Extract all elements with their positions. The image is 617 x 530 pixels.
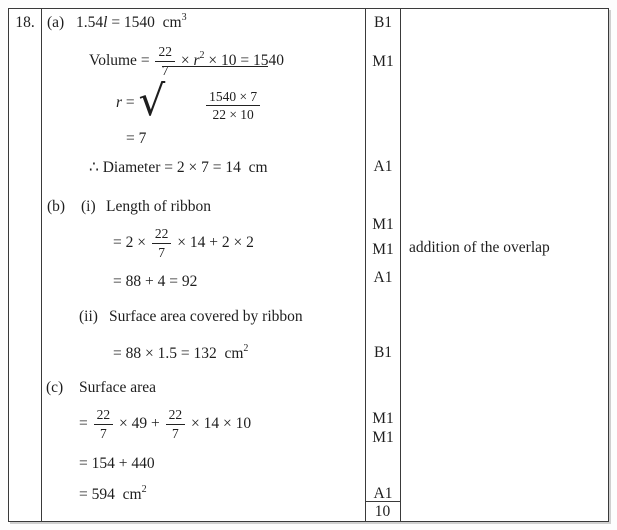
mark-bi-m1-first: M1 [372, 216, 394, 233]
part-b-ii-label: (ii) [79, 308, 98, 325]
eq-ribbon-rest: × 14 + 2 × 2 [173, 234, 254, 251]
part-b-label: (b) [47, 198, 66, 215]
r-exponent: 2 [199, 49, 205, 61]
fraction-22-7 [166, 407, 186, 440]
mark-a-a1: A1 [373, 158, 393, 175]
question-number: 18. [15, 14, 35, 31]
mark-c-m1-first: M1 [372, 410, 394, 427]
fraction-numerator: 22 [94, 407, 114, 424]
eq-ribbon-pre: = 2 × [113, 234, 150, 251]
mark-c-a1: A1 [373, 485, 393, 502]
part-a-label: (a) [47, 14, 65, 31]
eq-radius-result: = 7 [126, 130, 147, 147]
var-r: r [116, 94, 123, 111]
eq-volume-rest: × 10 = 1540 [204, 52, 284, 69]
question-column-divider [41, 9, 42, 521]
eq-ribbon-area-text: = 88 × 1.5 = 132 cm [113, 345, 244, 362]
cm-squared-exponent: 2 [243, 342, 249, 354]
mark-c-m1-second: M1 [372, 429, 394, 446]
fraction-denominator: 7 [161, 62, 169, 78]
fraction-numerator: 22 [155, 44, 175, 61]
var-l: l [103, 14, 108, 31]
cm-cubed-exponent: 3 [181, 11, 187, 23]
eq-radius-equals: = [122, 94, 139, 111]
fraction-denominator: 7 [158, 244, 165, 260]
fraction-22-7 [152, 226, 172, 259]
fraction-numerator: 22 [152, 226, 172, 243]
eq-sa-result [79, 483, 147, 504]
mark-bi-a1: A1 [373, 269, 393, 286]
eq-sa-rest: × 14 × 10 [187, 415, 252, 432]
eq-volume-times: × [176, 52, 194, 69]
eq-sa-mid: × 49 + [115, 415, 164, 432]
part-b-i-label: (i) [81, 198, 96, 215]
total-marks: 10 [374, 502, 391, 520]
radicand [162, 66, 268, 140]
fraction-under-root [206, 89, 260, 122]
mark-scheme-table [8, 8, 609, 522]
part-c-title: Surface area [79, 379, 157, 396]
part-c-label: (c) [46, 379, 64, 396]
radical-sign-icon: √ [138, 76, 166, 125]
eq-diameter: ∴ Diameter = 2 × 7 = 14 cm [89, 159, 268, 176]
square-root [139, 66, 269, 140]
mark-a-m1: M1 [372, 53, 394, 70]
mark-a-b1: B1 [373, 14, 393, 31]
eq-volume-pre: Volume = [89, 52, 154, 69]
eq-capacity-rest: = 1540 cm [107, 14, 182, 31]
eq-surface-area [79, 408, 251, 440]
total-marks-cell [365, 501, 400, 521]
fraction-22-7 [94, 407, 114, 440]
cm-squared-exponent: 2 [141, 483, 147, 495]
fraction-denominator: 7 [100, 425, 107, 441]
examiner-note: addition of the overlap [409, 239, 550, 256]
part-b-ii-title: Surface area covered by ribbon [109, 308, 303, 325]
eq-ribbon-result: = 88 + 4 = 92 [113, 273, 198, 290]
mark-bii-b1: B1 [373, 344, 393, 361]
fraction-numerator: 1540 × 7 [206, 89, 260, 106]
eq-radius [116, 76, 268, 125]
eq-sa-pre: = [79, 415, 92, 432]
part-b-i-title: Length of ribbon [106, 198, 212, 215]
eq-ribbon-area [113, 342, 249, 363]
eq-capacity [76, 11, 187, 32]
fraction-denominator: 22 × 10 [212, 107, 254, 122]
var-r: r [193, 52, 200, 69]
fraction-numerator: 22 [166, 407, 186, 424]
eq-sa-sum: = 154 + 440 [79, 455, 155, 472]
eq-capacity-pre: 1.54 [76, 14, 104, 31]
fraction-denominator: 7 [171, 425, 179, 441]
eq-ribbon-length [113, 227, 254, 259]
mark-bi-m1-second: M1 [372, 241, 394, 258]
eq-sa-result-text: = 594 cm [79, 486, 142, 503]
